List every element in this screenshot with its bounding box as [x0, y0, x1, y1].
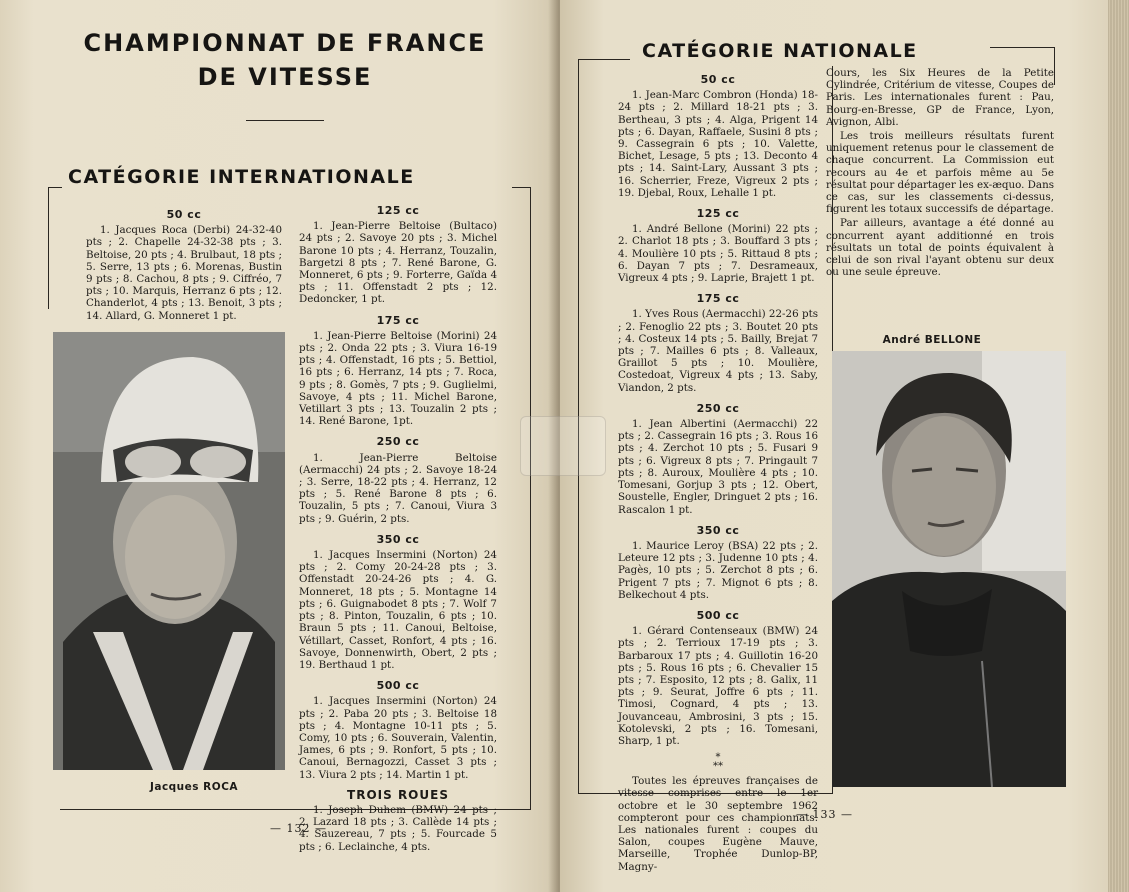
section-text: 1. Jean-Pierre Beltoise (Aermacchi) 24 pts ; 2. Savoye 18-24 ; 3. Serre, 18-22 pts ; 4. Herranz, 12 pts ; 5. René Barone 8 pts ; 6. Touzalin, 5 pts ; 7. Canoui, Viura 3 pts ; 9. Guérin, 2 pts.	[299, 451, 497, 525]
right-page	[560, 0, 1112, 892]
column-results	[299, 205, 497, 853]
section-text: 1. Jean-Marc Combron (Honda) 18-24 pts ; 2. Millard 18-21 pts ; 3. Bertheau, 3 pts ; 4. Alga, Prigent 14 pts ; 6. Dayan, Raffaele, Susini 8 pts ; 9. Cassegrain 6 pts ; 10. Valette, Bichet, Lesage, 5 pts ; 13. Deconto 4 pts ; 14. Saint-Lary, Aussant 3 pts ; 16. Scherrier, Freze, Vigreux 2 pts ; 19. Djebal, Roux, Lehalle 1 pt.	[618, 89, 818, 199]
frame-top-left	[578, 59, 630, 60]
page-title	[30, 26, 540, 94]
section-text: 1. Gérard Contenseaux (BMW) 24 pts ; 2. Terrioux 17-19 pts ; 3. Barbaroux 17 pts ; 4. Guillotin 16-20 pts ; 5. Rous 16 pts ; 6. Chevalier 15 pts ; 7. Esposito, 12 pts ; 8. Galix, 11 pts ; 9. Seurat, Joffre 6 pts ; 11. Timosi, Cognard, 4 pts ; 13. Jouvanceau, Ambrosini, 3 pts ; 15. Kotolevski, 2 pts ; 16. Tomesani, Sharp, 1 pt.	[618, 625, 818, 747]
section-text: 1. Jacques Insermini (Norton) 24 pts ; 2. Paba 20 pts ; 3. Beltoise 18 pts ; 4. Montagne 10-11 pts ; 5. Comy, 10 pts ; 6. Souverain, Valentin, James, 6 pts ; 9. Ronfort, 5 pts ; 10. Canoui, Bernagozzi, Casset 3 pts ; 13. Viura 2 pts ; 14. Martin 1 pt.	[299, 695, 497, 781]
category-heading: CATÉGORIE NATIONALE	[642, 40, 918, 62]
section-text: 1. Maurice Leroy (BSA) 22 pts ; 2. Leteure 12 pts ; 3. Judenne 10 pts ; 4. Pagès, 10 pts ; 5. Zerchot 8 pts ; 6. Prigent 7 pts ; 7. Mignot 6 pts ; 8. Belkechout 4 pts.	[618, 539, 818, 601]
section-heading: TROIS ROUES	[347, 787, 449, 802]
section-heading: 125 cc	[696, 207, 740, 221]
photo-andre-bellone	[832, 351, 1066, 787]
section-heading: 500 cc	[376, 679, 420, 693]
section-heading: 125 cc	[376, 204, 420, 217]
title-rule	[246, 120, 324, 121]
rules-paragraph: Cours, les Six Heures de la Petite Cylindrée, Critérium de vitesse, Coupes de Paris. Les internationales furent : Pau, Bourg-en-Bresse, GP de France, Lyon, Avignon, Albi.	[826, 67, 1054, 128]
frame-left	[48, 187, 49, 309]
section-heading: 250 cc	[376, 435, 420, 449]
section-text: 1. Joseph Duhem (BMW) 24 pts ; 2. Lazard 18 pts ; 3. Callède 14 pts ; 4. Sauzereau, 7 pts ; 5. Fourcade 5 pts ; 6. Leclainche, 4 pts.	[299, 803, 497, 853]
page-edges	[1108, 0, 1129, 892]
closing-text: Toutes les épreuves françaises de vitesse comprises entre le 1er octobre et le 30 septembre 1962 compteront pour ces championnats. Les nationales furent : coupes du Salon, coupes Eugène Mauve, Marseille, Trophée Dunlop-BP, Magny-	[618, 775, 818, 873]
rider-portrait-icon	[832, 351, 1066, 787]
frame-top-right	[512, 187, 530, 188]
page-number: — 133 —	[796, 808, 853, 821]
page-number: — 132 —	[270, 822, 327, 835]
rider-portrait-icon	[53, 332, 285, 770]
frame-right	[530, 187, 531, 810]
section-heading: 50 cc	[166, 208, 202, 221]
section-text: 1. Jean-Pierre Beltoise (Bultaco) 24 pts ; 2. Savoye 20 pts ; 3. Michel Barone 10 pts ; 4. Herranz, Touzalin, Bargetzi 8 pts ; 7. René Barone, G. Monneret, 6 pts ; 9. Forterre, Gaïda 4 pts ; 11. Offenstadt 2 pts ; 12. Dedoncker, 1 pt.	[299, 220, 497, 306]
section-heading: 175 cc	[696, 292, 740, 306]
section-heading: 350 cc	[696, 523, 740, 537]
section-heading: 50 cc	[700, 73, 736, 86]
section-heading: 500 cc	[696, 608, 740, 622]
separator-asterisks: * **	[713, 752, 723, 773]
frame-right-top	[1054, 47, 1055, 85]
column-50cc	[86, 209, 282, 322]
left-page	[0, 0, 560, 892]
watermark-logo	[520, 416, 606, 476]
section-text: 1. André Bellone (Morini) 22 pts ; 2. Charlot 18 pts ; 3. Bouffard 3 pts ; 4. Moulière 10 pts ; 5. Rittaud 8 pts ; 6. Dayan 7 pts ; 7. Desrameaux, Vigreux 4 pts ; 9. Laprie, Brajett 1 pt.	[618, 223, 818, 285]
rules-paragraph: Par ailleurs, avantage a été donné au concurrent ayant additionné en trois résultats un total de points équivalent à celui de son rival l'ayant obtenu sur deux ou une seule épreuve.	[826, 217, 1054, 279]
section-text: 1. Yves Rous (Aermacchi) 22-26 pts ; 2. Fenoglio 22 pts ; 3. Boutet 20 pts ; 4. Costeux 14 pts ; 5. Bailly, Brejat 7 pts ; 7. Mailles 6 pts ; 8. Valleaux, Graillot 5 pts ; 10. Moulière, Costedoat, Vigreux 4 pts ; 13. Saby, Viandon, 2 pts.	[618, 308, 818, 394]
photo-caption: André BELLONE	[882, 334, 982, 346]
title-line-2: DE VITESSE	[197, 63, 373, 91]
title-line-1: CHAMPIONNAT DE FRANCE	[83, 29, 487, 57]
section-text: 1. Jacques Roca (Derbi) 24-32-40 pts ; 2. Chapelle 24-32-38 pts ; 3. Beltoise, 20 pts ; 4. Brulbaut, 18 pts ; 5. Serre, 13 pts ; 6. Morenas, Bustin 9 pts ; 8. Cachou, 8 pts ; 9. Ciffréo, 7 pts ; 10. Marquis, Herranz 6 pts ; 12. Chanderlot, 4 pts ; 13. Benoit, 3 pts ; 14. Allard, G. Monneret 1 pt.	[86, 224, 282, 322]
rules-paragraph: Les trois meilleurs résultats furent uniquement retenus pour le classement de chaque concurrent. La Commission eut recours au 4e et parfois même au 5e résultat pour départager les ex-æquo. Dans ce cas, sur les classements ci-dessus, figurent les totaux successifs de départage.	[826, 130, 1054, 216]
category-heading: CATÉGORIE INTERNATIONALE	[68, 166, 415, 188]
frame-top-right	[990, 47, 1054, 48]
column-rules	[826, 67, 1054, 278]
column-national-results	[618, 74, 818, 873]
photo-jacques-roca	[53, 332, 285, 770]
section-heading: 350 cc	[376, 532, 420, 546]
section-text: 1. Jean-Pierre Beltoise (Morini) 24 pts ; 2. Onda 22 pts ; 3. Viura 16-19 pts ; 4. Offenstadt, 16 pts ; 5. Bettiol, 16 pts ; 6. Herranz, 14 pts ; 7. Roca, 9 pts ; 8. Gomès, 7 pts ; 9. Guglielmi, Savoye, 4 pts ; 11. Michel Barone, Vetillart 3 pts ; 13. Touzalin 2 pts ; 14. René Barone, 1pt.	[299, 329, 497, 428]
section-text: 1. Jacques Insermini (Norton) 24 pts ; 2. Comy 20-24-28 pts ; 3. Offenstadt 20-24-26 pts ; 4. G. Monneret, 18 pts ; 5. Montagne 14 pts ; 6. Guignabodet 8 pts ; 7. Wolf 7 pts ; 8. Pinton, Touzalin, 6 pts ; 10. Braun 5 pts ; 11. Canoui, Beltoise, Vétillart, Casset, Ronfort, 4 pts ; 16. Savoye, Donnenwirth, Obert, 2 pts ; 19. Berthaud 1 pt.	[299, 549, 497, 671]
photo-caption: Jacques ROCA	[149, 781, 239, 793]
section-heading: 250 cc	[696, 401, 740, 415]
section-heading: 175 cc	[376, 313, 420, 327]
frame-top-left	[48, 187, 62, 188]
section-text: 1. Jean Albertini (Aermacchi) 22 pts ; 2. Cassegrain 16 pts ; 3. Rous 16 pts ; 4. Zerchot 10 pts ; 5. Fusari 9 pts ; 6. Vigreux 8 pts ; 7. Pringault 7 pts ; 8. Auroux, Moulière 4 pts ; 10. Tomesani, Gorjup 3 pts ; 12. Obert, Soustelle, Engler, Dringuet 2 pts ; 16. Rascalon 1 pt.	[618, 418, 818, 516]
